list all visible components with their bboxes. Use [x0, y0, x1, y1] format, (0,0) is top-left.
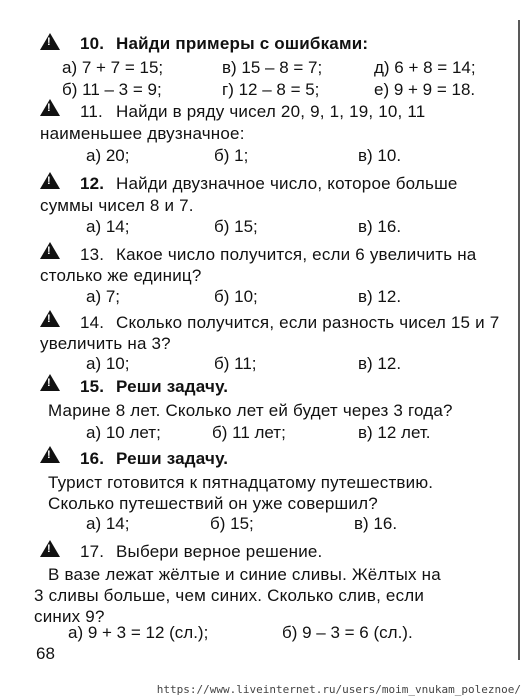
source-url: https://www.liveinternet.ru/users/moim_vnukam_poleznoe/ [156, 683, 521, 696]
task-12-option-a: а) 14; [86, 217, 130, 236]
warning-triangle-icon [40, 33, 60, 50]
page-number: 68 [36, 644, 55, 663]
task-17-text-1: В вазе лежат жёлтые и синие сливы. Жёлтых на [48, 565, 441, 584]
task-10-option-d: д) 6 + 8 = 14; [374, 58, 476, 77]
task-16-option-b: б) 15; [210, 514, 254, 533]
task-11-title: Найди в ряду чисел 20, 9, 1, 19, 10, 11 [116, 102, 426, 121]
task-15-option-b: б) 11 лет; [212, 423, 286, 442]
task-12-number: 12. [80, 174, 105, 193]
task-13-option-b: б) 10; [214, 287, 258, 306]
task-13-number: 13. [80, 245, 105, 264]
task-17-option-a: а) 9 + 3 = 12 (сл.); [68, 623, 209, 642]
task-10-option-g: г) 12 – 8 = 5; [222, 80, 320, 99]
warning-triangle-icon [40, 172, 60, 189]
task-14-option-b: б) 11; [214, 354, 257, 373]
task-11-option-a: а) 20; [86, 146, 130, 165]
task-17-text-2: 3 сливы больше, чем синих. Сколько слив, если [34, 586, 425, 605]
task-16-option-v: в) 16. [354, 514, 398, 533]
task-12-option-v: в) 16. [358, 217, 402, 236]
task-17-option-b: б) 9 – 3 = 6 (сл.). [282, 623, 413, 642]
task-16-text-2: Сколько путешествий он уже совершил? [48, 494, 378, 513]
warning-triangle-icon [40, 374, 60, 391]
task-16-option-a: а) 14; [86, 514, 130, 533]
task-15-text-1: Марине 8 лет. Сколько лет ей будет через 3 года? [48, 401, 453, 420]
task-17-text-3: синих 9? [34, 607, 105, 626]
task-10-option-e: е) 9 + 9 = 18. [374, 80, 476, 99]
task-16-number: 16. [80, 449, 105, 468]
task-14-option-v: в) 12. [358, 354, 402, 373]
task-14-title: Сколько получится, если разность чисел 15 и 7 [116, 313, 500, 332]
task-15-number: 15. [80, 377, 105, 396]
task-10-option-b: б) 11 – 3 = 9; [62, 80, 162, 99]
task-11-option-b: б) 1; [214, 146, 249, 165]
warning-triangle-icon [40, 99, 60, 116]
task-12-option-b: б) 15; [214, 217, 258, 236]
task-11-option-v: в) 10. [358, 146, 402, 165]
task-15-title: Реши задачу. [116, 377, 229, 396]
warning-triangle-icon [40, 446, 60, 463]
task-10-number: 10. [80, 34, 105, 53]
task-10-option-a: а) 7 + 7 = 15; [62, 58, 164, 77]
task-13-title: Какое число получится, если 6 увеличить на [116, 245, 477, 264]
task-12-title: Найди двузначное число, которое больше [116, 174, 458, 193]
task-13-option-a: а) 7; [86, 287, 121, 306]
task-10-option-v: в) 15 – 8 = 7; [222, 58, 323, 77]
task-17-title: Выбери верное решение. [116, 542, 323, 561]
page-edge-divider [518, 20, 520, 660]
task-16-text-1: Турист готовится к пятнадцатому путешествию. [48, 473, 434, 492]
task-17-number: 17. [80, 542, 105, 561]
task-15-option-a: а) 10 лет; [86, 423, 161, 442]
task-11-title-cont: наименьшее двузначное: [40, 124, 245, 143]
task-13-option-v: в) 12. [358, 287, 402, 306]
warning-triangle-icon [40, 242, 60, 259]
task-10-title: Найди примеры с ошибками: [116, 34, 369, 53]
task-15-option-v: в) 12 лет. [358, 423, 431, 442]
task-16-title: Реши задачу. [116, 449, 229, 468]
warning-triangle-icon [40, 310, 60, 327]
task-12-title-cont: суммы чисел 8 и 7. [40, 196, 194, 215]
task-14-title-cont: увеличить на 3? [40, 334, 171, 353]
task-14-number: 14. [80, 313, 105, 332]
warning-triangle-icon [40, 540, 60, 557]
task-11-number: 11. [80, 102, 103, 121]
task-14-option-a: а) 10; [86, 354, 130, 373]
task-13-title-cont: столько же единиц? [40, 266, 202, 285]
